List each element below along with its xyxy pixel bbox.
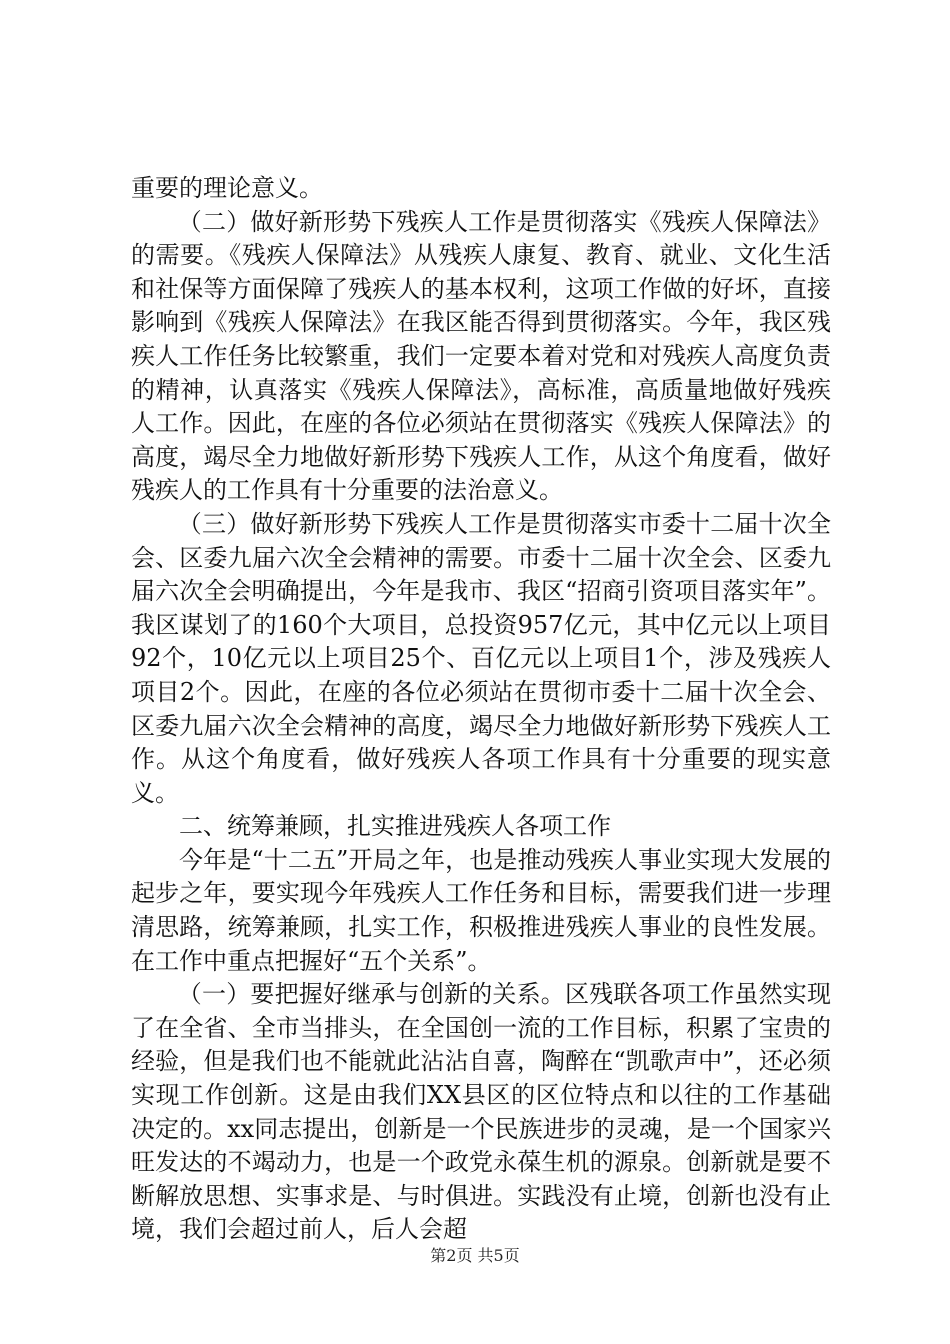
page-footer: 第2页 共5页 — [430, 1246, 520, 1265]
paragraph-item-3: （三）做好新形势下残疾人工作是贯彻落实市委十二届十次全会、区委九届六次全会精神的需要。市委十二届十次全会、区委九届六次全会明确提出，今年是我市、我区“招商引资项目落实年”。我区谋划了的160个大项目，总投资957亿元，其中亿元以上项目92个，10亿元以上项目25个、百亿元以上项目1个，涉及残疾人项目2个。因此，在座的各位必须站在贯彻市委十二届十次全会、区委九届六次全会精神的高度，竭尽全力地做好新形势下残疾人工作。从这个角度看，做好残疾人各项工作具有十分重要的现实意义。 — [131, 509, 831, 807]
section-heading: 二、统筹兼顾，扎实推进残疾人各项工作 — [179, 812, 611, 841]
paragraph-intro: 今年是“十二五”开局之年，也是推动残疾人事业实现大发展的起步之年，要实现今年残疾人工作任务和目标，需要我们进一步理清思路，统筹兼顾，扎实工作，积极推进残疾人事业的良性发展。在工作中重点把握好“五个关系”。 — [131, 845, 831, 975]
paragraph-item-1: （一）要把握好继承与创新的关系。区残联各项工作虽然实现了在全省、全市当排头，在全国创一流的工作目标，积累了宝贵的经验，但是我们也不能就此沾沾自喜，陶醉在“凯歌声中”，还必须实现工作创新。这是由我们XX县区的区位特点和以往的工作基础决定的。xx同志提出，创新是一个民族进步的灵魂，是一个国家兴旺发达的不竭动力，也是一个政党永葆生机的源泉。创新就是要不断解放思想、实事求是、与时俱进。实践没有止境，创新也没有止境，我们会超过前人，后人会超 — [131, 980, 831, 1244]
paragraph-item-2: （二）做好新形势下残疾人工作是贯彻落实《残疾人保障法》的需要。《残疾人保障法》从残疾人康复、教育、就业、文化生活和社保等方面保障了残疾人的基本权利，这项工作做的好坏，直接影响到《残疾人保障法》在我区能否得到贯彻落实。今年，我区残疾人工作任务比较繁重，我们一定要本着对党和对残疾人高度负责的精神，认真落实《残疾人保障法》，高标准，高质量地做好残疾人工作。因此，在座的各位必须站在贯彻落实《残疾人保障法》的高度，竭尽全力地做好新形势下残疾人工作，从这个角度看，做好残疾人的工作具有十分重要的法治意义。 — [131, 207, 831, 505]
document-body — [131, 172, 831, 1247]
paragraph-continuation: 重要的理论意义。 — [131, 174, 323, 202]
